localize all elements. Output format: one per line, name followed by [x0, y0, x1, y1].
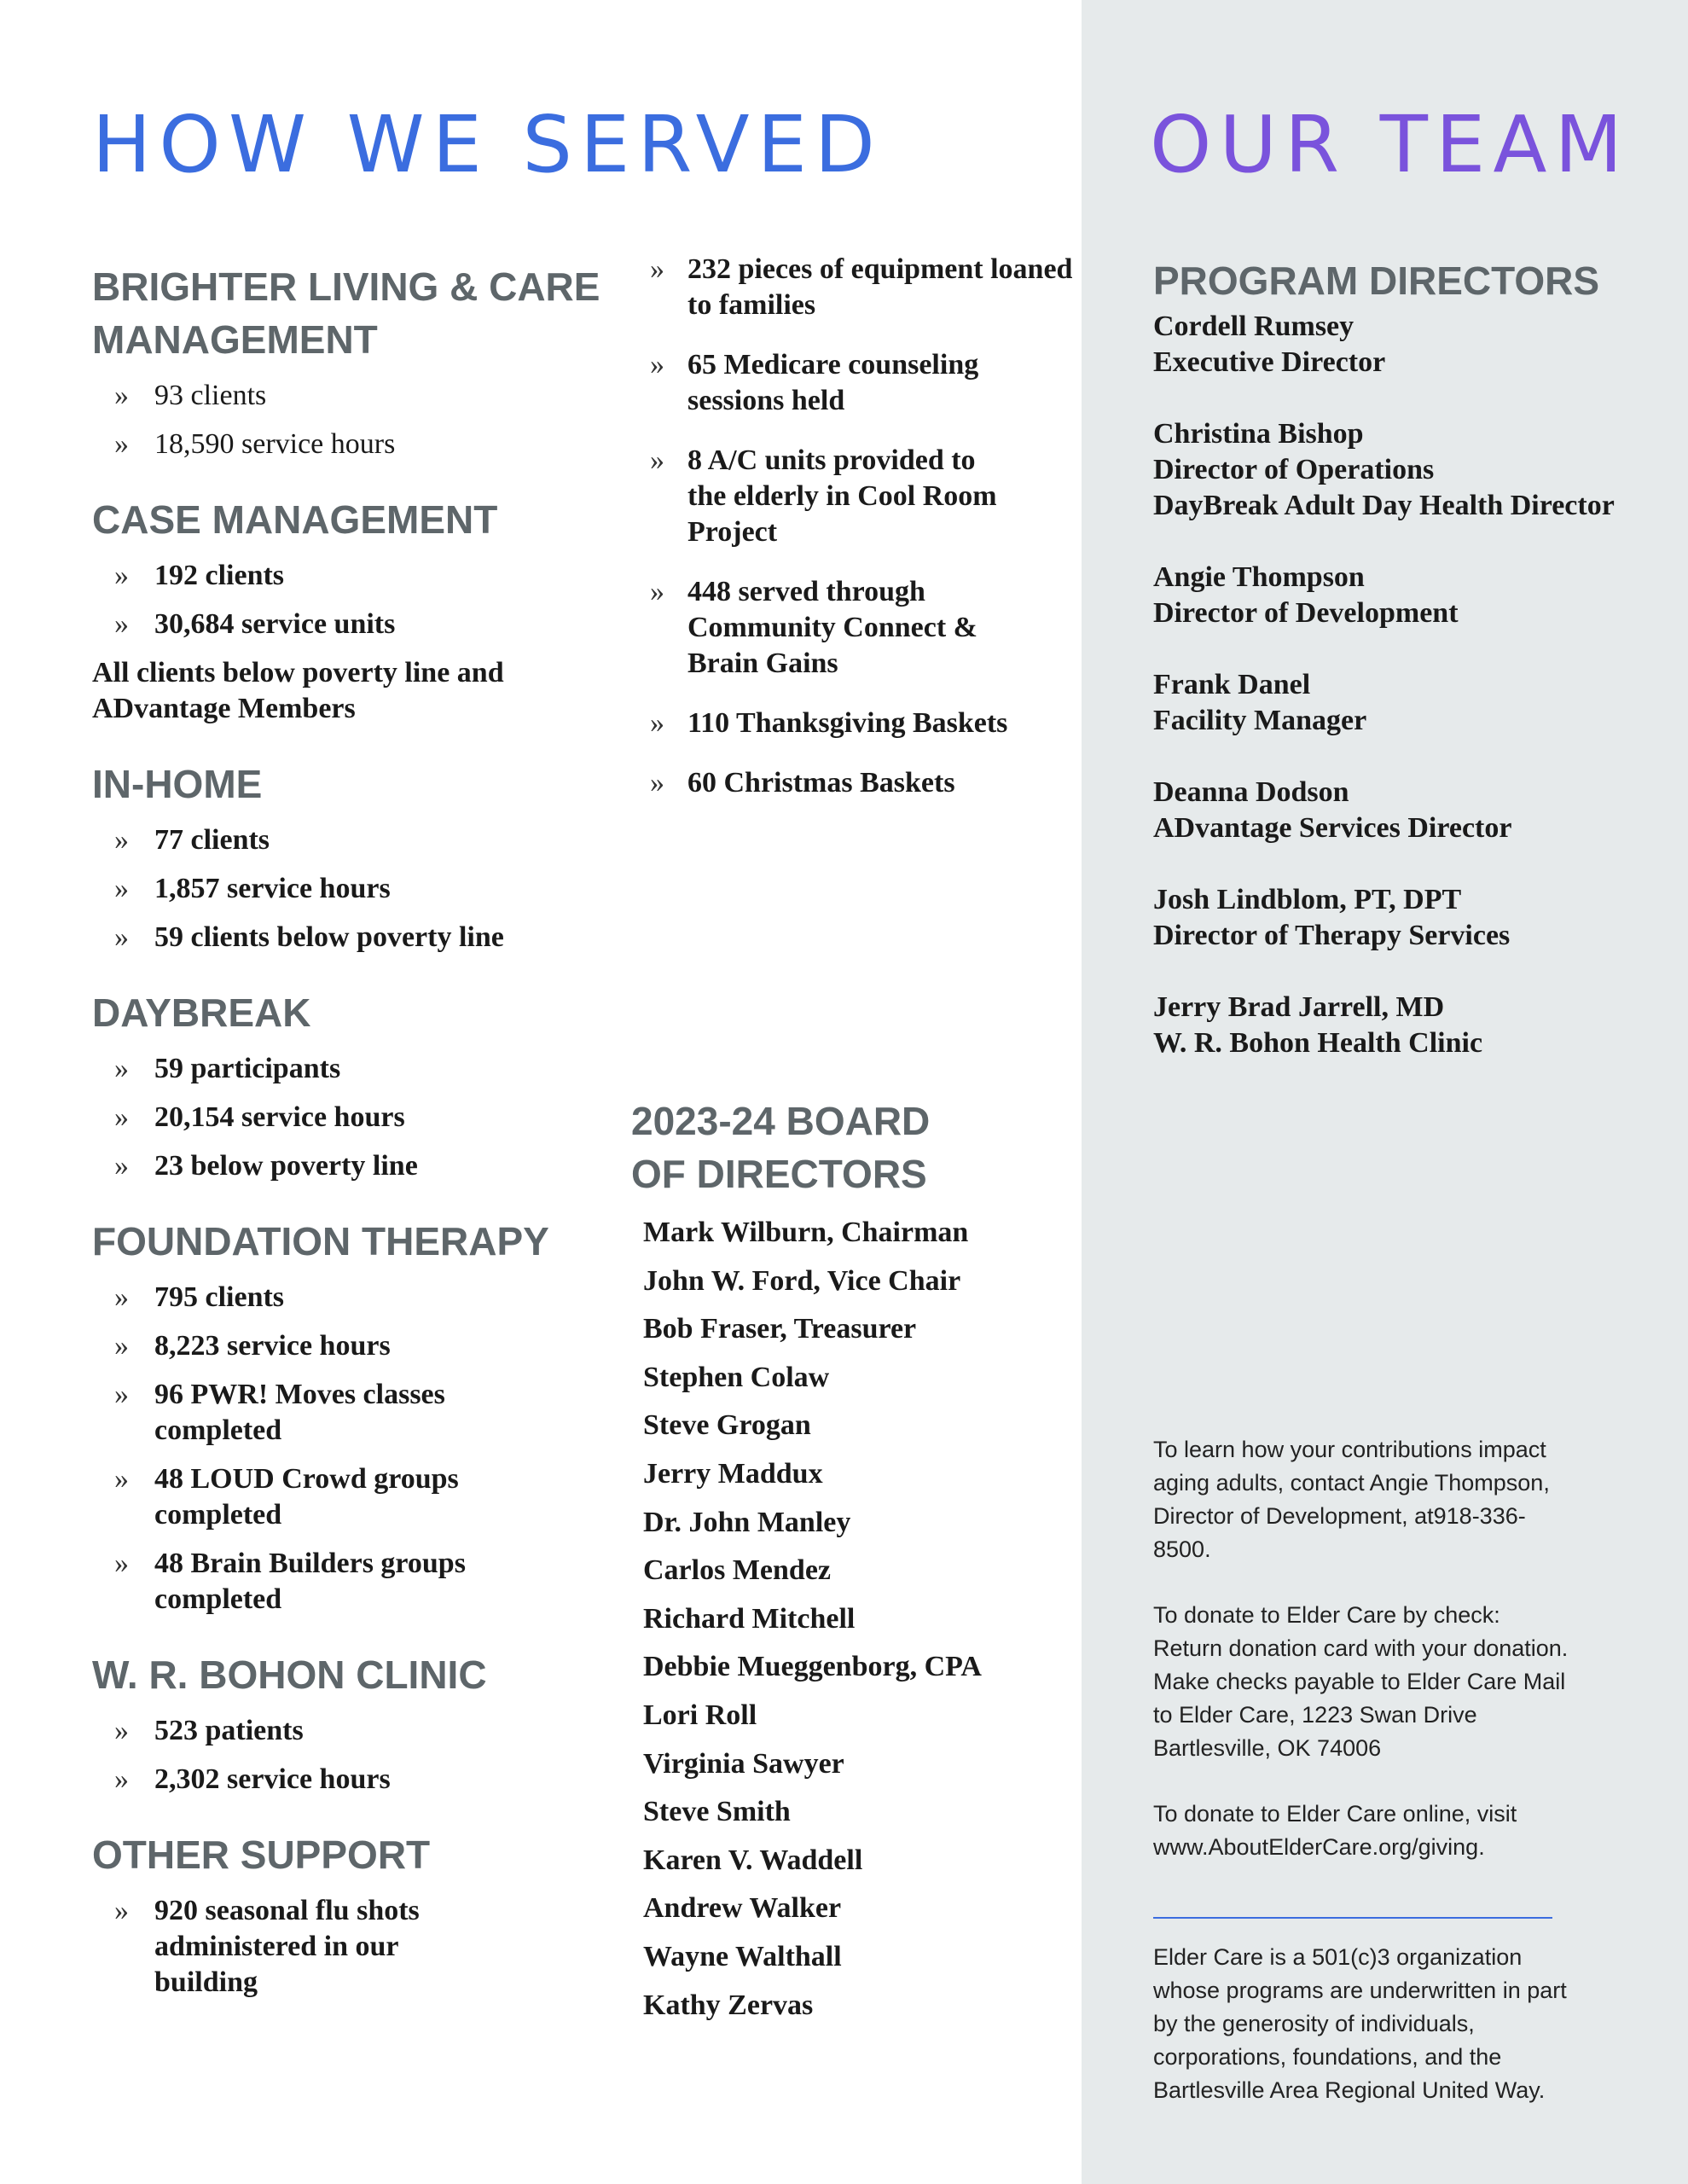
list-item: » 96 PWR! Moves classes completed — [114, 1379, 445, 1446]
board-member: Kathy Zervas — [643, 1989, 814, 2021]
team-member-role: Director of Development — [1153, 597, 1459, 629]
chevron-bullet-icon: » — [114, 1548, 129, 1579]
board-member: Jerry Maddux — [643, 1457, 823, 1490]
team-member-role: Director of Therapy Services — [1153, 920, 1511, 951]
section-heading: W. R. BOHON CLINIC — [92, 1653, 487, 1697]
team-member-role: DayBreak Adult Day Health Director — [1153, 490, 1615, 521]
list-item: » 8,223 service hours — [92, 1328, 612, 1364]
board-member: Karen V. Waddell — [643, 1844, 863, 1876]
team-member — [1153, 667, 1682, 739]
section-daybreak — [92, 986, 612, 1184]
team-member — [1153, 416, 1682, 524]
board-member: Carlos Mendez — [643, 1554, 832, 1587]
team-member-role: Facility Manager — [1153, 705, 1367, 736]
board-member: Andrew Walker — [643, 1892, 842, 1925]
list-item: » 59 participants — [92, 1051, 612, 1087]
team-member-role: ADvantage Services Director — [1153, 812, 1512, 844]
donation-info — [1153, 1433, 1631, 2140]
chevron-bullet-icon: » — [114, 824, 129, 856]
donate-by-check-text: To donate to Elder Care by check: Return donation card with your donation. Make checks payable to Elder Care Mail to Elder Care, 1223 Swan Drive Bartlesville, OK 74006 — [1153, 1602, 1569, 1761]
team-member — [1153, 882, 1682, 954]
list-item: » 93 clients — [92, 378, 612, 414]
team-member-name: Cordell Rumsey — [1153, 311, 1354, 342]
list-item: » 48 LOUD Crowd groups completed — [114, 1463, 459, 1531]
chevron-bullet-icon: » — [650, 767, 664, 799]
program-directors-heading: PROGRAM DIRECTORS — [1153, 258, 1600, 303]
board-heading: 2023-24 BOARD OF DIRECTORS — [631, 1099, 931, 1196]
case-management-note: All clients below poverty line and ADvantage Members — [92, 657, 504, 724]
section-heading: FOUNDATION THERAPY — [92, 1219, 549, 1263]
list-item: » 60 Christmas Baskets — [631, 765, 1075, 801]
chevron-bullet-icon: » — [114, 1463, 129, 1495]
team-member-name: Christina Bishop — [1153, 418, 1364, 450]
contact-text: To learn how your contributions impact aging adults, contact Angie Thompson, Director of Development, at918-336-8500. — [1153, 1437, 1550, 1562]
board-member: Steve Smith — [643, 1796, 791, 1828]
chevron-bullet-icon: » — [114, 1895, 129, 1926]
list-item: » 110 Thanksgiving Baskets — [631, 706, 1075, 741]
list-item: » 65 Medicare counseling sessions held — [650, 349, 979, 416]
list-item: » 30,684 service units — [92, 607, 612, 642]
section-heading: BRIGHTER LIVING & CARE MANAGEMENT — [92, 264, 600, 362]
chevron-bullet-icon: » — [114, 1715, 129, 1746]
program-directors — [1153, 254, 1682, 1097]
list-item: » 920 seasonal flu shots administered in our building — [114, 1895, 420, 1998]
chevron-bullet-icon: » — [114, 873, 129, 904]
list-item: » 795 clients — [92, 1280, 612, 1316]
list-item: » 448 served through Community Connect & Brain Gains — [650, 576, 977, 679]
team-member — [1153, 990, 1682, 1061]
team-member — [1153, 309, 1682, 380]
board-member: Dr. John Manley — [643, 1506, 851, 1538]
divider — [1153, 1917, 1552, 1919]
chevron-bullet-icon: » — [114, 1053, 129, 1084]
list-item: » 192 clients — [92, 558, 612, 594]
board-member: Mark Wilburn, Chairman — [643, 1217, 969, 1248]
chevron-bullet-icon: » — [650, 253, 664, 285]
list-item: » 2,302 service hours — [92, 1762, 612, 1798]
chevron-bullet-icon: » — [114, 380, 129, 411]
chevron-bullet-icon: » — [114, 1101, 129, 1133]
team-member-role: Executive Director — [1153, 346, 1386, 378]
nonprofit-disclaimer: Elder Care is a 501(c)3 organization whose programs are underwritten in part by the generosity of individuals, corporations, foundations, and the Bartlesville Area Regional United Way. — [1153, 1944, 1567, 2103]
list-item: » 23 below poverty line — [92, 1148, 612, 1184]
section-heading: OTHER SUPPORT — [92, 1833, 431, 1877]
board-member: Virginia Sawyer — [643, 1747, 844, 1780]
board-member: Richard Mitchell — [643, 1602, 856, 1635]
team-member-name: Josh Lindblom, PT, DPT — [1153, 884, 1462, 915]
section-heading: CASE MANAGEMENT — [92, 497, 498, 542]
chevron-bullet-icon: » — [114, 921, 129, 953]
list-item: » 18,590 service hours — [92, 427, 612, 462]
chevron-bullet-icon: » — [114, 1281, 129, 1313]
chevron-bullet-icon: » — [650, 444, 664, 476]
board-member: Debbie Mueggenborg, CPA — [643, 1651, 982, 1683]
chevron-bullet-icon: » — [114, 1379, 129, 1410]
team-member-role: W. R. Bohon Health Clinic — [1153, 1027, 1483, 1059]
chevron-bullet-icon: » — [114, 428, 129, 460]
board-member: John W. Ford, Vice Chair — [643, 1264, 961, 1297]
board-of-directors — [631, 1095, 1075, 2030]
our-team-title: OUR TEAM — [1150, 99, 1631, 190]
section-heading: DAYBREAK — [92, 990, 311, 1035]
chevron-bullet-icon: » — [650, 349, 664, 380]
list-item: » 1,857 service hours — [92, 871, 612, 907]
donate-online-text: To donate to Elder Care online, visit www.AboutElderCare.org/giving. — [1153, 1801, 1517, 1860]
section-brighter-living — [92, 260, 612, 462]
list-item: » 77 clients — [92, 822, 612, 858]
team-member-name: Jerry Brad Jarrell, MD — [1153, 991, 1445, 1023]
how-we-served-title: HOW WE SERVED — [92, 99, 884, 190]
chevron-bullet-icon: » — [114, 560, 129, 591]
team-member-role: Director of Operations — [1153, 454, 1435, 485]
chevron-bullet-icon: » — [114, 608, 129, 640]
board-member: Stephen Colaw — [643, 1361, 830, 1393]
board-member: Bob Fraser, Treasurer — [643, 1313, 917, 1345]
section-case-management — [92, 493, 612, 727]
chevron-bullet-icon: » — [650, 707, 664, 739]
list-item: » 8 A/C units provided to the elderly in Cool Room Project — [650, 444, 997, 548]
section-in-home — [92, 758, 612, 956]
board-member: Lori Roll — [643, 1699, 757, 1731]
section-foundation-therapy — [92, 1215, 612, 1618]
chevron-bullet-icon: » — [114, 1150, 129, 1182]
list-item: » 20,154 service hours — [92, 1100, 612, 1136]
team-member — [1153, 560, 1682, 631]
chevron-bullet-icon: » — [114, 1763, 129, 1795]
chevron-bullet-icon: » — [650, 576, 664, 607]
section-other-support — [92, 1828, 612, 2001]
board-member: Wayne Walthall — [643, 1940, 842, 1972]
other-support-continued — [631, 252, 1075, 825]
chevron-bullet-icon: » — [114, 1330, 129, 1362]
team-member — [1153, 775, 1682, 846]
board-member: Steve Grogan — [643, 1409, 811, 1442]
section-heading: IN-HOME — [92, 762, 263, 806]
team-member-name: Frank Danel — [1153, 669, 1311, 700]
section-bohon-clinic — [92, 1648, 612, 1798]
list-item: » 48 Brain Builders groups completed — [114, 1548, 466, 1615]
list-item: » 523 patients — [92, 1713, 612, 1749]
list-item: » 232 pieces of equipment loaned to families — [650, 253, 1073, 321]
team-member-name: Deanna Dodson — [1153, 776, 1349, 808]
team-member-name: Angie Thompson — [1153, 561, 1365, 593]
services-column — [92, 260, 612, 2031]
list-item: » 59 clients below poverty line — [92, 920, 612, 956]
